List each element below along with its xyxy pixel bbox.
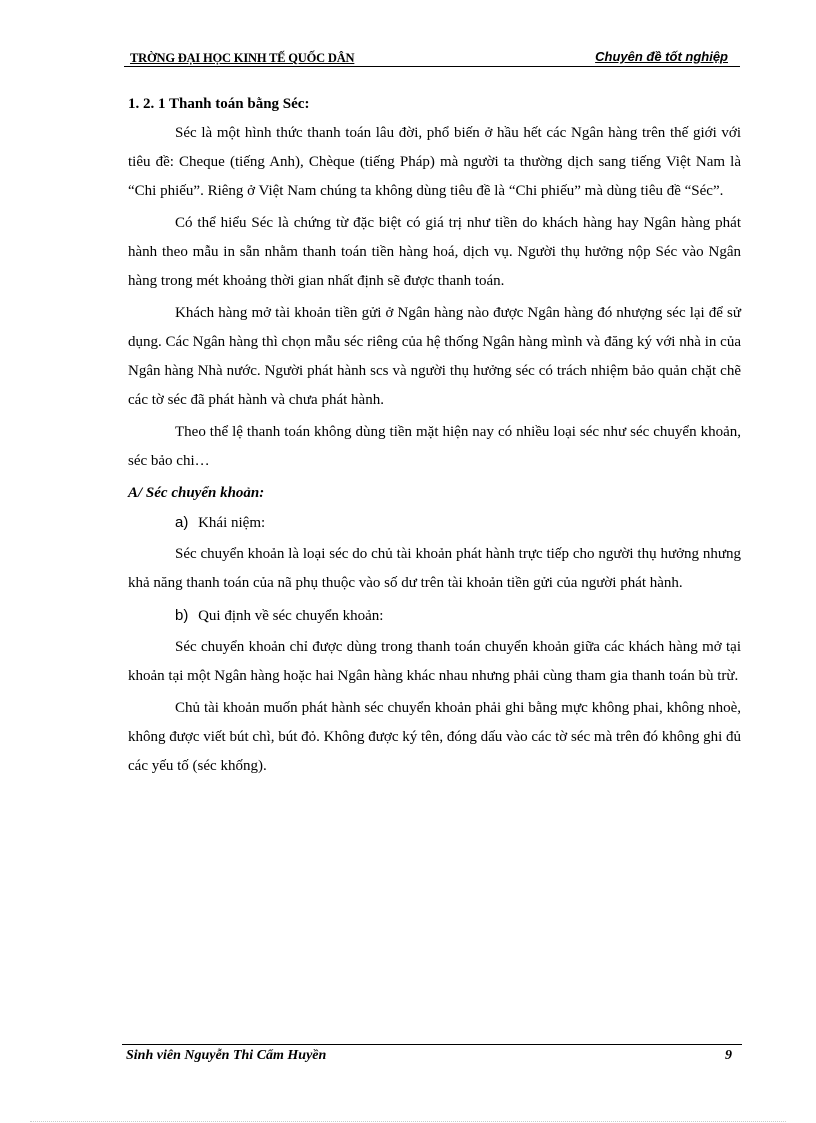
paragraph-3: Khách hàng mở tài khoản tiền gửi ở Ngân hàng nào được Ngân hàng đó nhượng séc lại để sử dụng. Các Ngân hàng thì chọn mẫu séc riêng của hệ thống Ngân hàng mình và đăng ký với nhà in của Ngân hàng Nhà nước. Người phát hành scs và người thụ hưởng séc có trách nhiệm bảo quản chặt chẽ các tờ séc đã phát hành và chưa phát hành. xyxy=(128,305,741,408)
section-heading: 1. 2. 1 Thanh toán bằng Séc: xyxy=(128,96,310,112)
paragraph-4: Theo thể lệ thanh toán không dùng tiền mặt hiện nay có nhiều loại séc như séc chuyển khoản, séc bảo chi… xyxy=(128,424,741,469)
student-name: Sinh viên Nguyễn Thi Cẩm Huyền xyxy=(126,1048,327,1063)
page-footer xyxy=(122,1044,742,1065)
list-item-b xyxy=(128,601,741,631)
item-label-b: Qui định về séc chuyển khoản: xyxy=(198,608,384,624)
page-content xyxy=(128,96,741,784)
item-marker-b: b) xyxy=(175,607,189,624)
document-title: Chuyên đề tốt nghiệp xyxy=(595,49,728,64)
paragraph-2: Có thể hiểu Séc là chứng từ đặc biệt có giá trị như tiền do khách hàng hay Ngân hàng phát hành theo mẫu in sẵn nhằm thanh toán tiền hàng hoá, dịch vụ. Người thụ hưởng nộp Séc vào Ngân hàng trong mét khoảng thời gian nhất định sẽ được thanh toán. xyxy=(128,215,741,289)
paragraph-rule-2: Chủ tài khoản muốn phát hành séc chuyển khoản phải ghi bằng mực không phai, không nhoè, không được viết bút chì, bút đỏ. Không được ký tên, đóng dấu vào các tờ séc mà trên đó không ghi đủ các yếu tố (séc khống). xyxy=(128,700,741,774)
subsection-heading: A/ Séc chuyển khoản: xyxy=(128,485,265,501)
item-marker-a: a) xyxy=(175,514,189,531)
page-number: 9 xyxy=(725,1048,732,1063)
page-header xyxy=(124,46,740,67)
school-name: TRỜNG ĐẠI HỌC KINH TẾ QUỐC DÂN xyxy=(130,51,355,65)
paragraph-1: Séc là một hình thức thanh toán lâu đời, phổ biến ở hầu hết các Ngân hàng trên thế giới với tiêu đề: Cheque (tiếng Anh), Chèque (tiếng Pháp) mà người ta thường dịch sang tiếng Việt Nam là “Chi phiếu”. Riêng ở Việt Nam chúng ta không dùng tiêu đề là “Chi phiếu” mà dùng tiêu đề “Séc”. xyxy=(128,125,741,199)
item-label-a: Khái niệm: xyxy=(198,515,266,531)
list-item-a xyxy=(128,508,741,538)
page-bottom-divider xyxy=(30,1121,786,1122)
paragraph-definition: Séc chuyển khoản là loại séc do chủ tài khoản phát hành trực tiếp cho người thụ hưởng nhưng khả năng thanh toán của nã phụ thuộc vào số dư trên tài khoản tiền gửi của người phát hành. xyxy=(128,546,741,591)
paragraph-rule-1: Séc chuyển khoản chỉ được dùng trong thanh toán chuyển khoản giữa các khách hàng mở tại khoản tại một Ngân hàng hoặc hai Ngân hàng khác nhau nhưng phải cùng tham gia thanh toán bù trừ. xyxy=(128,639,741,684)
